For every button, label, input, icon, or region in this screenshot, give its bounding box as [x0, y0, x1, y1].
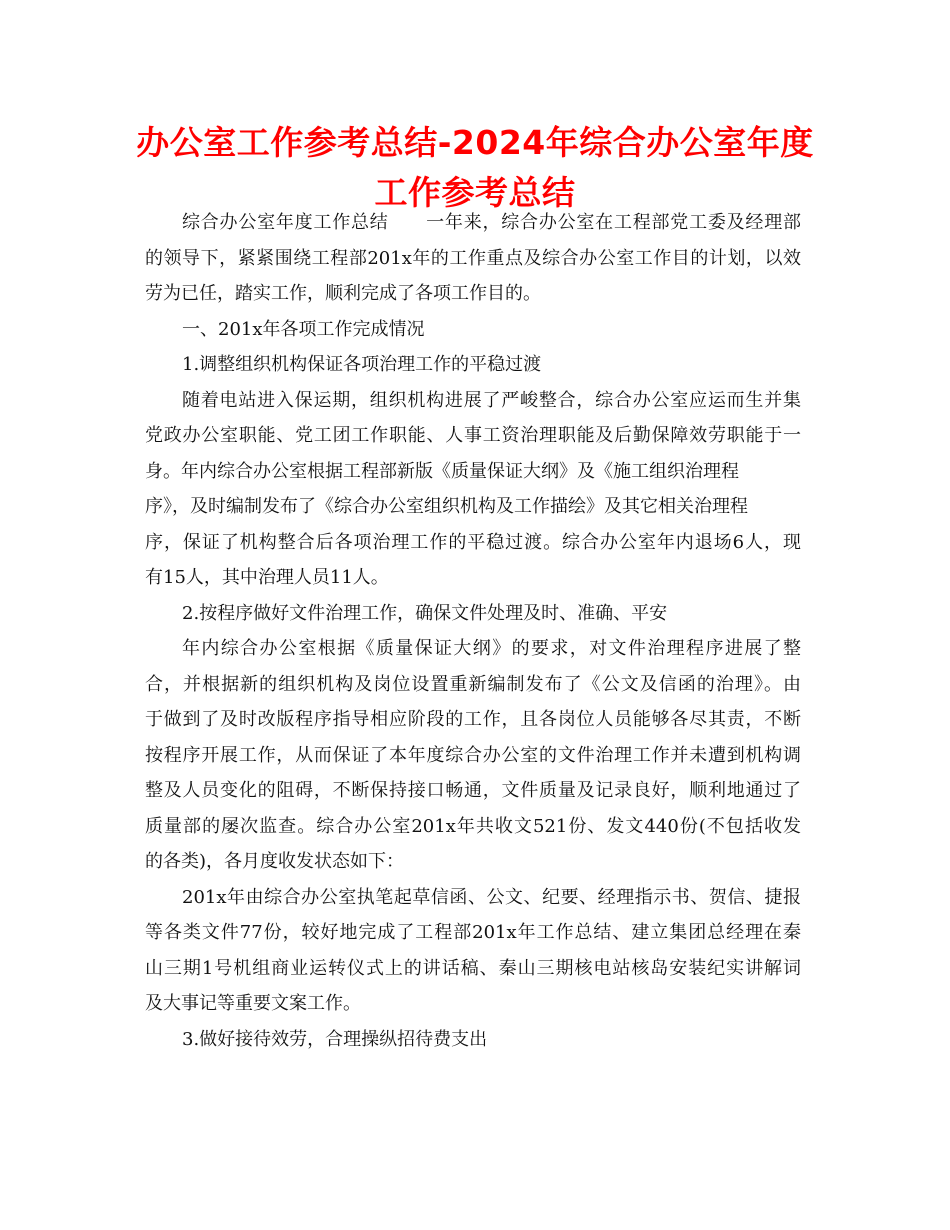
paragraph-line: 的领导下，紧紧围绕工程部201x年的工作重点及综合办公室工作目的计划，以效: [145, 247, 801, 269]
paragraph-line: 山三期1号机组商业运转仪式上的讲话稿、秦山三期核电站核岛安装纪实讲解词: [145, 957, 801, 979]
subsection-heading: 3.做好接待效劳，合理操纵招待费支出: [182, 1028, 488, 1050]
paragraph-line: 整及人员变化的阻碍，不断保持接口畅通，文件质量及记录良好，顺利地通过了: [145, 780, 801, 801]
paragraph-line: 党政办公室职能、党工团工作职能、人事工资治理职能及后勤保障效劳职能于一: [145, 425, 801, 446]
document-title: 办公室工作参考总结-2024年综合办公室年度工作参考总结: [136, 123, 814, 212]
paragraph-line: 按程序开展工作，从而保证了本年度综合办公室的文件治理工作并未遭到机构调: [145, 744, 801, 766]
paragraph-line: 综合办公室年度工作总结 一年来，综合办公室在工程部党工委及经理部: [182, 212, 801, 233]
paragraph-line: 序，保证了机构整合后各项治理工作的平稳过渡。综合办公室年内退场6人，现: [145, 531, 801, 553]
document-body: [145, 205, 801, 1057]
paragraph-line: 于做到了及时改版程序指导相应阶段的工作，且各岗位人员能够各尽其责，不断: [145, 709, 801, 730]
subsection-heading: 2.按程序做好文件治理工作，确保文件处理及时、准确、平安: [182, 602, 668, 624]
paragraph-line: 年内综合办公室根据《质量保证大纲》的要求，对文件治理程序进展了整: [182, 638, 801, 659]
paragraph-line: 有15人，其中治理人员11人。: [145, 567, 389, 588]
paragraph-line: 劳为已任，踏实工作，顺利完成了各项工作目的。: [145, 283, 541, 304]
paragraph-line: 合，并根据新的组织机构及岗位设置重新编制发布了《公文及信函的治理》。由: [145, 673, 801, 695]
paragraph-line: 质量部的屡次监查。综合办公室201x年共收文521份、发文440份(不包括收发: [145, 815, 801, 837]
paragraph-line: 的各类)，各月度收发状态如下：: [145, 851, 405, 872]
paragraph-line: 及大事记等重要文案工作。: [145, 993, 361, 1014]
paragraph-line: 身。年内综合办公室根据工程部新版《质量保证大纲》及《施工组织治理程: [145, 460, 739, 482]
paragraph-line: 等各类文件77份，较好地完成了工程部201x年工作总结、建立集团总经理在秦: [145, 922, 801, 943]
paragraph-line: 随着电站进入保运期，组织机构进展了严峻整合，综合办公室应运而生并集: [182, 389, 801, 411]
subsection-heading: 1.调整组织机构保证各项治理工作的平稳过渡: [182, 354, 542, 375]
section-heading: 一、201x年各项工作完成情况: [182, 318, 425, 340]
paragraph-line: 201x年由综合办公室执笔起草信函、公文、纪要、经理指示书、贺信、捷报: [182, 886, 801, 908]
paragraph-line: 序》，及时编制发布了《综合办公室组织机构及工作描绘》及其它相关治理程: [145, 496, 748, 517]
